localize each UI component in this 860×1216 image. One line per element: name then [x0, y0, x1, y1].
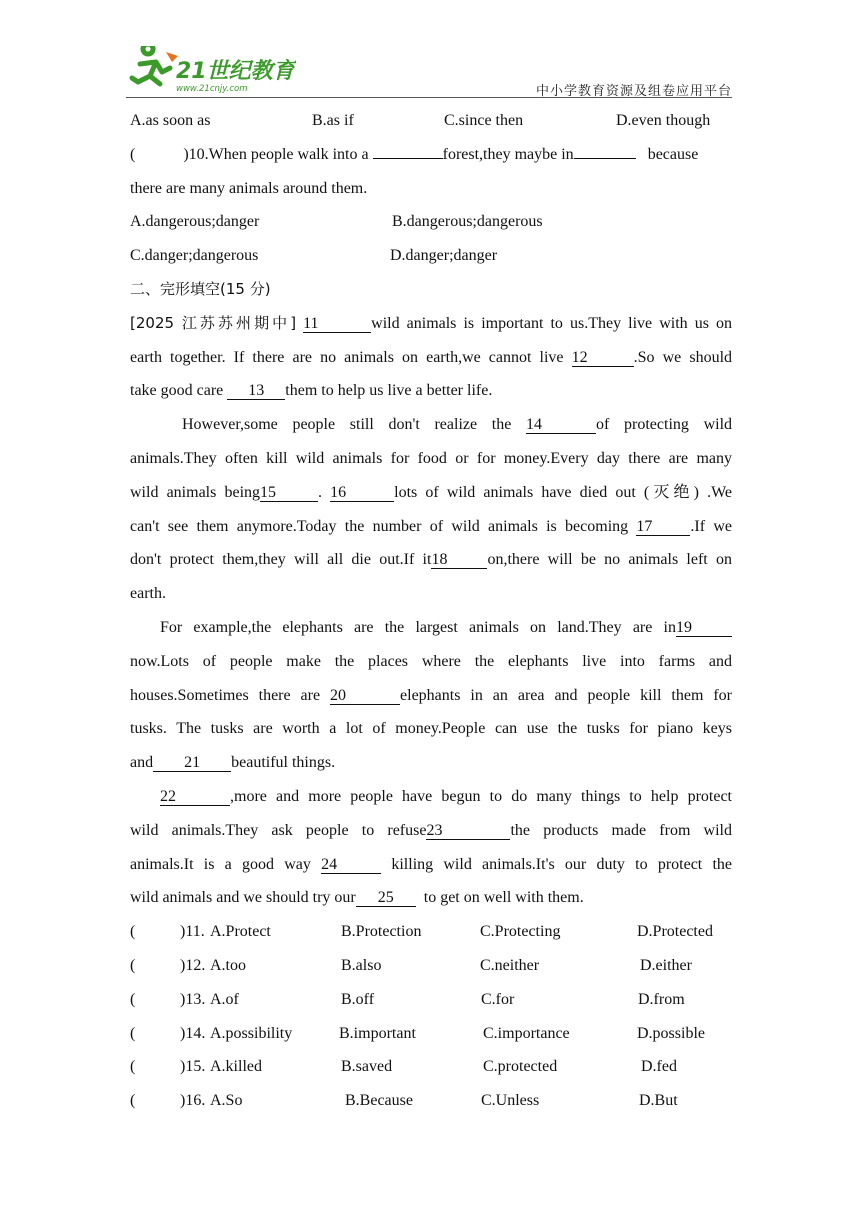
- option: B.also: [341, 956, 382, 974]
- passage-line: earth together. If there are no animals on earth,we cannot live 12 .So we should: [130, 348, 732, 366]
- passage-line: wild animals.They ask people to refuse23 the products made from wild: [130, 821, 732, 839]
- q10-options-row1: [130, 205, 732, 239]
- passage-line: animals.They often kill wild animals for food or for money.Every day there are many: [130, 449, 732, 467]
- logo-url: www.21cnjy.com: [176, 84, 248, 94]
- page-header: [126, 46, 732, 98]
- option: A.of: [210, 990, 239, 1008]
- option: B.off: [341, 990, 375, 1008]
- blank-15: 15: [260, 485, 318, 502]
- blank: [574, 158, 636, 159]
- option: C.since then: [444, 112, 524, 129]
- option: C.neither: [480, 956, 540, 974]
- passage-line: earth.: [130, 585, 166, 603]
- logo-text: 21世纪教育: [176, 59, 295, 84]
- option: A.possibility: [210, 1024, 293, 1042]
- blank-13: 13: [227, 383, 285, 400]
- passage-line: can't see them anymore.Today the number of wild animals is becoming 17 .If we: [130, 517, 732, 535]
- option: A.as soon as: [130, 112, 211, 129]
- document-body: [130, 104, 732, 1118]
- q10-stem-cont: there are many animals around them.: [130, 179, 368, 197]
- option: D.But: [639, 1092, 678, 1110]
- option: A.dangerous;danger: [130, 213, 260, 231]
- question-row: ( )16. A.So B.Because C.Unless D.But: [130, 1084, 732, 1118]
- passage-line: animals.It is a good way 24 killing wild animals.It's our duty to protect the: [130, 855, 732, 873]
- option: D.Protected: [637, 923, 713, 941]
- option: C.Protecting: [480, 923, 561, 941]
- blank-17: 17: [636, 519, 690, 536]
- blank-12: 12: [572, 350, 634, 367]
- option: B.Because: [345, 1092, 413, 1110]
- option: B.dangerous;dangerous: [392, 213, 543, 231]
- passage-line: However,some people still don't realize the 14 of protecting wild: [182, 416, 732, 434]
- blank-24: 24: [321, 857, 381, 874]
- platform-name: 中小学教育资源及组卷应用平台: [535, 84, 732, 99]
- option: B.Protection: [341, 923, 422, 941]
- option: D.possible: [637, 1024, 705, 1042]
- option: D.danger;danger: [390, 247, 498, 265]
- blank-11: 11: [303, 316, 371, 333]
- blank-16: 16: [330, 485, 394, 502]
- passage-line: don't protect them,they will all die out.If it18 on,there will be no animals left on: [130, 551, 732, 569]
- blank-21: 21: [153, 755, 231, 772]
- passage-line: 22 ,more and more people have begun to do many things to help protect: [160, 787, 732, 805]
- q10-stem: ( )10.When people walk into a forest,they maybe in because: [130, 145, 699, 163]
- passage-line: and 21 beautiful things.: [130, 754, 336, 772]
- passage-line: houses.Sometimes there are 20 elephants in an area and people kill them for: [130, 686, 732, 704]
- answer-paren: (: [130, 145, 136, 163]
- section-title: 二、完形填空(15 分): [130, 279, 271, 298]
- option: C.protected: [483, 1058, 558, 1076]
- passage-line: For example,the elephants are the largest animals on land.They are in19: [130, 611, 732, 645]
- passage-line: tusks. The tusks are worth a lot of money.People can use the tusks for piano keys: [130, 720, 732, 738]
- blank-23: 23: [426, 823, 510, 840]
- option: B.as if: [312, 112, 354, 129]
- question-row: ( )11. A.Protect B.Protection C.Protecting D.Protected: [130, 915, 732, 949]
- q9-options: [130, 104, 732, 138]
- option: D.either: [640, 956, 692, 974]
- source-tag: [2025 江苏苏州期中]: [130, 313, 297, 332]
- passage-line: wild animals and we should try our 25 to get on well with them.: [130, 889, 584, 907]
- q10-options-row2: [130, 239, 732, 273]
- blank-14: 14: [526, 417, 596, 434]
- passage-line: [2025 江苏苏州期中] 11 wild animals is important to us.They live with us on: [130, 313, 732, 332]
- passage-line: now.Lots of people make the places where the elephants live into farms and: [130, 652, 732, 670]
- option: C.Unless: [481, 1092, 540, 1110]
- blank-19: 19: [676, 620, 732, 637]
- blank-25: 25: [356, 890, 416, 907]
- question-row: ( )13. A.of B.off C.for D.from: [130, 983, 732, 1017]
- question-row: ( )15. A.killed B.saved C.protected D.fed: [130, 1050, 732, 1084]
- option: C.for: [481, 990, 515, 1008]
- passage-line: wild animals being15 . 16 lots of wild animals have died out (灭绝) .We: [130, 483, 732, 501]
- blank-20: 20: [330, 688, 400, 705]
- blank-18: 18: [431, 552, 487, 569]
- option: C.importance: [483, 1024, 570, 1042]
- option: A.killed: [210, 1058, 262, 1076]
- running-figure-icon: [132, 46, 170, 84]
- option: D.from: [638, 990, 685, 1008]
- blank-22: 22: [160, 789, 230, 806]
- option: B.saved: [341, 1058, 393, 1076]
- option: C.danger;dangerous: [130, 247, 259, 265]
- header-divider: [126, 97, 732, 98]
- option: A.Protect: [210, 923, 271, 941]
- logo: [126, 46, 296, 96]
- passage-line: take good care 13 them to help us live a better life.: [130, 382, 493, 400]
- option: A.too: [210, 956, 246, 974]
- option: D.even though: [616, 112, 711, 129]
- option: D.fed: [641, 1058, 677, 1076]
- question-row: ( )12. A.too B.also C.neither D.either: [130, 949, 732, 983]
- option: A.So: [210, 1092, 243, 1110]
- option: B.important: [339, 1024, 416, 1042]
- question-row: ( )14. A.possibility B.important C.importance D.possible: [130, 1017, 732, 1051]
- blank: [373, 158, 443, 159]
